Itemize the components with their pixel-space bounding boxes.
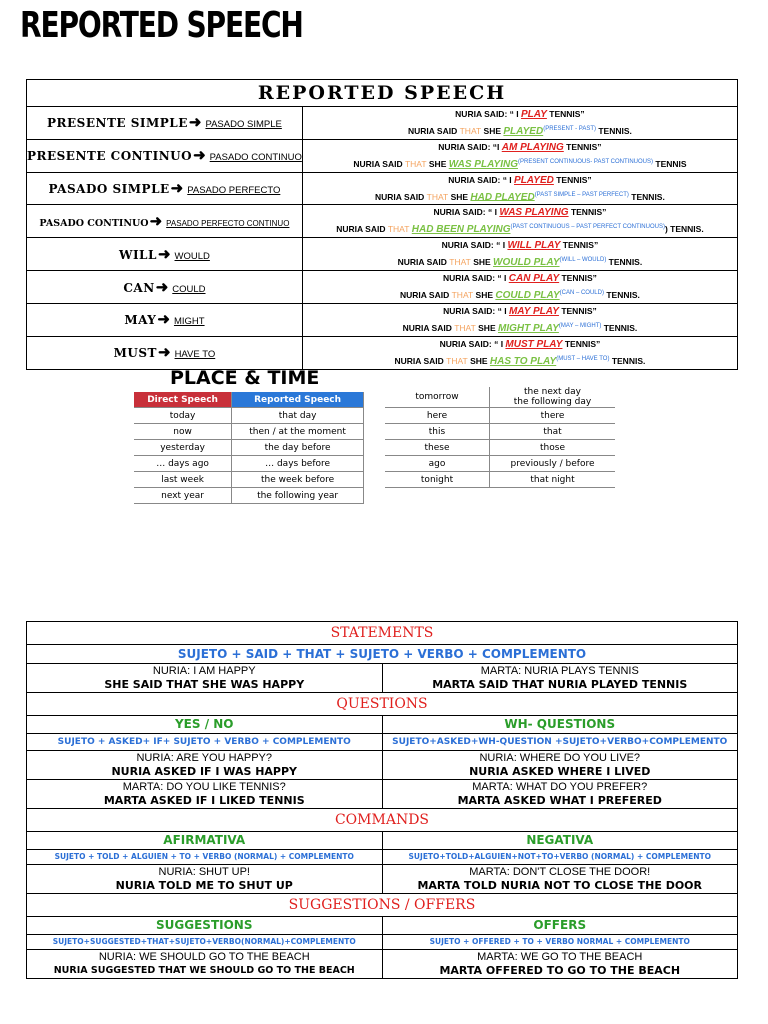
that-word: THAT (446, 355, 468, 366)
tense-rule (27, 303, 303, 336)
reported-term: the following year (232, 488, 364, 504)
place-time-row (134, 456, 364, 472)
direct-verb: PLAYED (514, 174, 554, 186)
tense-row (27, 336, 738, 369)
that-word: THAT (454, 322, 476, 333)
tense-example (302, 271, 737, 304)
reported-speech-header: Reported Speech (232, 392, 364, 408)
tense-rule (27, 336, 303, 369)
wh-formula: SUJETO+ASKED+WH-QUESTION +SUJETO+VERBO+COMPLEMENTO (382, 734, 738, 751)
direct-verb: PLAY (520, 109, 547, 120)
statements-formula: SUJETO + SAID + THAT + SUJETO + VERBO + COMPLEMENTO (27, 645, 738, 664)
tense-from: PRESENTE SIMPLE (47, 116, 188, 131)
offer-example-right: MARTA: WE GO TO THE BEACH MARTA OFFERED TO GO TO THE BEACH (382, 950, 738, 979)
direct-term: here (385, 408, 490, 424)
place-time-row (134, 408, 364, 424)
tense-table-title: REPORTED SPEECH (27, 80, 738, 107)
negativa-formula: SUJETO+TOLD+ALGUIEN+NOT+TO+VERBO (NORMAL) + COMPLEMENTO (382, 850, 738, 865)
tense-row (27, 303, 738, 336)
direct-speech-line: NURIA SAID: “ I PLAY TENNIS” (455, 109, 585, 120)
afirmativa-heading: AFIRMATIVA (27, 832, 383, 850)
tense-to: PASADO SIMPLE (205, 119, 282, 131)
tense-from: PASADO SIMPLE (48, 182, 170, 197)
negativa-heading: NEGATIVA (382, 832, 738, 850)
tense-to: WOULD (174, 250, 210, 262)
tense-from: MAY (124, 313, 157, 328)
direct-speech-line: NURIA SAID: “ I WAS PLAYING TENNIS” (433, 207, 607, 219)
tense-note: (WILL – WOULD) (559, 257, 607, 264)
place-time-row (134, 488, 364, 504)
reported-term: previously / before (490, 456, 616, 472)
tense-rule (27, 139, 303, 172)
direct-term: yesterday (134, 440, 232, 456)
tense-from: PRESENTE CONTINUO (27, 149, 193, 164)
tense-rule (27, 172, 303, 205)
tense-note: (MUST – HAVE TO) (556, 355, 610, 362)
tense-to: PASADO PERFECTO (187, 185, 281, 197)
question-example-1-left: NURIA: ARE YOU HAPPY? NURIA ASKED IF I WAS HAPPY (27, 751, 383, 780)
place-time-row (134, 472, 364, 488)
direct-term: last week (134, 472, 232, 488)
direct-term: tonight (385, 472, 490, 488)
arrow-right-icon: ➜ (193, 147, 206, 165)
reported-speech-line: NURIA SAID THAT SHE HAS TO PLAY$^{(MUST - HAVE TO)}$ TENNIS. (394, 355, 646, 367)
yes-no-formula: SUJETO + ASKED+ IF+ SUJETO + VERBO + COMPLEMENTO (27, 734, 383, 751)
tense-rule (27, 107, 303, 140)
arrow-right-icon: ➜ (157, 311, 170, 329)
tense-table (26, 79, 738, 370)
place-time-row (385, 456, 615, 472)
reported-term: … days before (232, 456, 364, 472)
reported-speech-line: NURIA SAID THAT SHE WAS PLAYING$^{(PRESENT CONTINUOUS- PAST CONTINUOUS)}$ TENNIS (353, 158, 687, 170)
suggestions-heading: SUGGESTIONS (27, 917, 383, 935)
reported-verb: HAS TO PLAY (489, 355, 557, 367)
tense-example (302, 172, 737, 205)
tense-example (302, 205, 737, 238)
direct-verb: WILL PLAY (507, 240, 561, 252)
tense-row (27, 172, 738, 205)
suggestion-example-left: NURIA: WE SHOULD GO TO THE BEACH NURIA SUGGESTED THAT WE SHOULD GO TO THE BEACH (27, 950, 383, 979)
reported-speech-line: NURIA SAID THAT SHE HAD PLAYED$^{(PAST SIMPLE - PAST PERFECT)}$ TENNIS. (375, 191, 665, 203)
arrow-right-icon: ➜ (149, 212, 163, 230)
direct-term: today (134, 408, 232, 424)
place-time-row (385, 440, 615, 456)
that-word: THAT (404, 158, 427, 169)
wh-questions-heading: WH- QUESTIONS (382, 716, 738, 734)
reported-term: that day (232, 408, 364, 424)
direct-speech-line: NURIA SAID: “ I PLAYED TENNIS” (448, 174, 592, 186)
reported-verb: WAS PLAYING (448, 158, 518, 170)
rules-table (26, 621, 738, 979)
direct-term: tomorrow (385, 387, 490, 408)
tense-from: WILL (118, 247, 157, 262)
reported-speech-line: NURIA SAID THAT SHE MIGHT PLAY$^{(MAY - MIGHT)}$ TENNIS. (402, 322, 638, 334)
reported-verb: HAD BEEN PLAYING (411, 224, 511, 236)
that-word: THAT (387, 224, 410, 235)
tense-example (302, 336, 737, 369)
reported-verb: PLAYED (503, 125, 544, 137)
tense-example (302, 238, 737, 271)
tense-example (302, 303, 737, 336)
that-word: THAT (451, 289, 474, 300)
direct-speech-line: NURIA SAID: “ I MAY PLAY TENNIS” (443, 305, 597, 317)
tense-from: PASADO CONTINUO (39, 217, 149, 229)
place-time-row (385, 408, 615, 424)
tense-row (27, 107, 738, 140)
that-word: THAT (459, 125, 482, 136)
tense-from: CAN (123, 280, 155, 295)
direct-speech-line: NURIA SAID: “I AM PLAYING TENNIS” (438, 141, 602, 153)
that-word: THAT (426, 191, 449, 202)
place-time-row (385, 424, 615, 440)
direct-verb: CAN PLAY (508, 273, 560, 285)
reported-verb: WOULD PLAY (493, 257, 560, 269)
afirmativa-formula: SUJETO + TOLD + ALGUIEN + TO + VERBO (NORMAL) + COMPLEMENTO (27, 850, 383, 865)
reported-verb: MIGHT PLAY (497, 322, 559, 334)
reported-speech-line: NURIA SAID THAT HAD BEEN PLAYING$^{(PAST CONTINUOUS - PAST PERFECT CONTINUOUS)}$) TENNIS. (336, 224, 704, 236)
reported-term: those (490, 440, 616, 456)
direct-speech-line: NURIA SAID: “ I WILL PLAY TENNIS” (441, 240, 599, 252)
direct-verb: AM PLAYING (501, 141, 564, 153)
tense-note: (PAST CONTINUOUS – PAST PERFECT CONTINUOUS) (510, 224, 665, 231)
direct-term: these (385, 440, 490, 456)
direct-verb: MUST PLAY (505, 338, 563, 350)
place-time-row (134, 440, 364, 456)
tense-to: COULD (172, 283, 206, 295)
reported-term: the next day the following day (490, 387, 616, 408)
place-time-row (385, 472, 615, 488)
suggestions-offers-title: SUGGESTIONS / OFFERS (27, 894, 738, 917)
tense-to: PASADO PERFECTO CONTINUO (166, 218, 290, 228)
direct-term: next year (134, 488, 232, 504)
tense-rule (27, 238, 303, 271)
tense-from: MUST (113, 346, 157, 361)
direct-speech-header: Direct Speech (134, 392, 232, 408)
suggestions-formula: SUJETO+SUGGESTED+THAT+SUJETO+VERBO(NORMAL)+COMPLEMENTO (27, 935, 383, 950)
tense-row (27, 139, 738, 172)
place-time-title: PLACE & TIME (170, 367, 320, 389)
arrow-right-icon: ➜ (157, 245, 171, 263)
direct-verb: WAS PLAYING (499, 207, 569, 219)
tense-example (302, 107, 737, 140)
tense-to: PASADO CONTINUO (209, 152, 302, 164)
arrow-right-icon: ➜ (170, 180, 184, 198)
page-title: REPORTED SPEECH (20, 5, 303, 46)
arrow-right-icon: ➜ (157, 344, 171, 362)
tense-row (27, 205, 738, 238)
direct-speech-line: NURIA SAID: “ I MUST PLAY TENNIS” (439, 338, 601, 350)
direct-term: now (134, 424, 232, 440)
reported-term: that (490, 424, 616, 440)
place-time-table-left (134, 392, 364, 504)
place-time-row (134, 424, 364, 440)
yes-no-heading: YES / NO (27, 716, 383, 734)
offers-formula: SUJETO + OFFERED + TO + VERBO NORMAL + COMPLEMENTO (382, 935, 738, 950)
tense-example (302, 139, 737, 172)
that-word: THAT (449, 257, 471, 268)
reported-term: that night (490, 472, 616, 488)
question-example-2-right: MARTA: WHAT DO YOU PREFER? MARTA ASKED WHAT I PREFERED (382, 780, 738, 809)
offers-heading: OFFERS (382, 917, 738, 935)
tense-note: (CAN – COULD) (559, 290, 604, 297)
question-example-2-left: MARTA: DO YOU LIKE TENNIS? MARTA ASKED IF I LIKED TENNIS (27, 780, 383, 809)
reported-speech-line: NURIA SAID THAT SHE PLAYED$^{(PRESENT - PAST)}$ TENNIS. (407, 125, 632, 137)
reported-term: there (490, 408, 616, 424)
arrow-right-icon: ➜ (188, 114, 202, 132)
tense-row (27, 238, 738, 271)
direct-verb: MAY PLAY (508, 305, 559, 317)
reported-speech-line: NURIA SAID THAT SHE COULD PLAY$^{(CAN - COULD)}$ TENNIS. (399, 289, 640, 301)
commands-title: COMMANDS (27, 809, 738, 832)
reported-term: then / at the moment (232, 424, 364, 440)
command-example-right: MARTA: DON'T CLOSE THE DOOR! MARTA TOLD NURIA NOT TO CLOSE THE DOOR (382, 865, 738, 894)
place-time-row (385, 387, 615, 408)
direct-term: this (385, 424, 490, 440)
direct-term: … days ago (134, 456, 232, 472)
statements-example-right: MARTA: NURIA PLAYS TENNIS MARTA SAID THAT NURIA PLAYED TENNIS (382, 664, 738, 693)
reported-verb: COULD PLAY (495, 289, 560, 301)
questions-title: QUESTIONS (27, 693, 738, 716)
tense-note: (MAY – MIGHT) (558, 322, 602, 329)
tense-to: MIGHT (173, 316, 205, 328)
tense-rule (27, 205, 303, 238)
direct-speech-line: NURIA SAID: “ I CAN PLAY TENNIS” (442, 273, 597, 285)
tense-note: (PRESENT - PAST) (543, 126, 596, 132)
question-example-1-right: NURIA: WHERE DO YOU LIVE? NURIA ASKED WHERE I LIVED (382, 751, 738, 780)
reported-speech-line: NURIA SAID THAT SHE WOULD PLAY$^{(WILL - WOULD)}$ TENNIS. (397, 257, 643, 269)
arrow-right-icon: ➜ (155, 278, 169, 296)
tense-note: (PRESENT CONTINUOUS- PAST CONTINUOUS) (518, 158, 654, 165)
reported-term: the day before (232, 440, 364, 456)
statements-example-left: NURIA: I AM HAPPY SHE SAID THAT SHE WAS HAPPY (27, 664, 383, 693)
tense-row (27, 271, 738, 304)
command-example-left: NURIA: SHUT UP! NURIA TOLD ME TO SHUT UP (27, 865, 383, 894)
tense-note: (PAST SIMPLE – PAST PERFECT) (534, 191, 629, 198)
reported-verb: HAD PLAYED (470, 191, 535, 203)
statements-title: STATEMENTS (27, 622, 738, 645)
tense-to: HAVE TO (174, 349, 216, 361)
tense-rule (27, 271, 303, 304)
reported-term: the week before (232, 472, 364, 488)
direct-term: ago (385, 456, 490, 472)
place-time-table-right (385, 387, 615, 488)
